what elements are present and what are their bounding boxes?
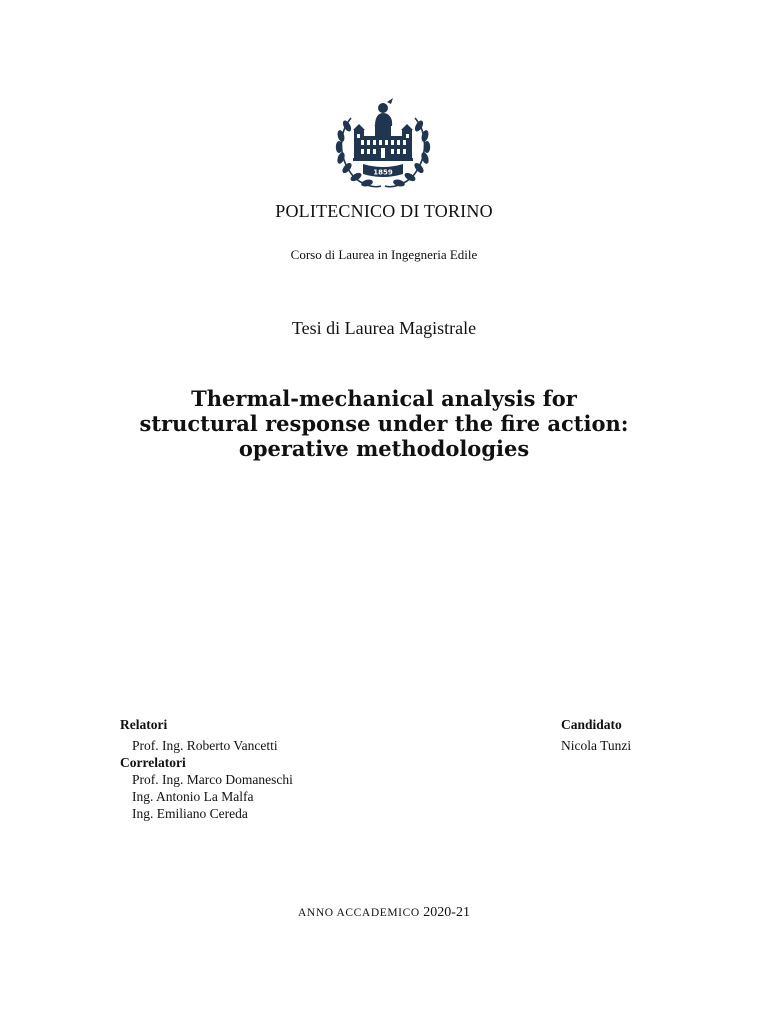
university-seal-logo bbox=[323, 96, 443, 192]
correlatore-name: Ing. Antonio La Malfa bbox=[132, 789, 254, 804]
degree-course: Corso di Laurea in Ingegneria Edile bbox=[290, 247, 478, 262]
correlatori-heading: Correlatori bbox=[120, 755, 186, 770]
university-name: POLITECNICO DI TORINO bbox=[275, 201, 493, 221]
academic-year bbox=[0, 905, 768, 921]
correlatore-name: Ing. Emiliano Cereda bbox=[132, 806, 248, 821]
seal-year-text: 1859 bbox=[373, 168, 393, 177]
candidate-block bbox=[561, 716, 631, 754]
thesis-title-line: operative methodologies bbox=[238, 436, 530, 461]
thesis-title-line: structural response under the fire action: bbox=[139, 411, 629, 436]
thesis-type: Tesi di Laurea Magistrale bbox=[291, 318, 477, 338]
relatore-name: Prof. Ing. Roberto Vancetti bbox=[132, 738, 278, 753]
thesis-title bbox=[90, 386, 678, 461]
candidate-name: Nicola Tunzi bbox=[561, 738, 632, 753]
candidato-heading: Candidato bbox=[561, 717, 622, 732]
thesis-title-line: Thermal-mechanical analysis for bbox=[191, 386, 577, 411]
academic-year-value: 2020-21 bbox=[423, 905, 470, 920]
academic-year-label: ANNO ACCADEMICO bbox=[298, 907, 420, 919]
correlatore-name: Prof. Ing. Marco Domaneschi bbox=[132, 772, 293, 787]
supervisors-block bbox=[120, 716, 293, 822]
seal-graphic bbox=[323, 96, 443, 192]
relatori-heading: Relatori bbox=[120, 717, 168, 732]
